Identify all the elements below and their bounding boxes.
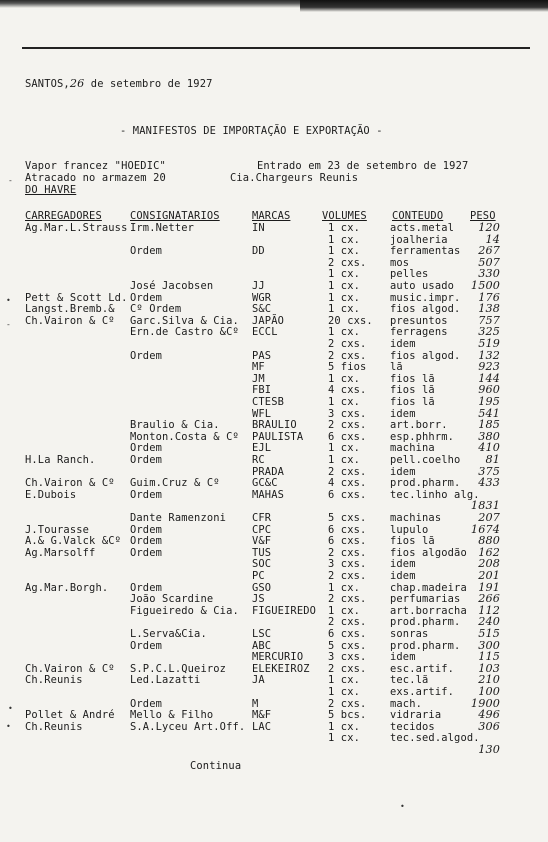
marks-cell: V&F [252, 535, 272, 548]
shipper-cell: Ch.Reunis [25, 674, 83, 687]
marks-cell: JM [252, 372, 265, 385]
weight-cell: 519 [478, 337, 500, 350]
consignee-cell: Led.Lazatti [130, 674, 201, 687]
consignee-cell: Garc.Silva & Cia. [130, 314, 239, 327]
consignee-cell: Ordem [130, 442, 163, 455]
volumes-cell: 20 cxs. [328, 314, 373, 327]
contents-cell: fios algodão [390, 546, 467, 559]
contents-cell: esc.artif. [390, 662, 455, 675]
weight-cell: 330 [478, 267, 500, 281]
contents-cell: music.impr. [390, 291, 461, 304]
date-rest: de setembro de 1927 [90, 78, 213, 90]
weight-cell: 410 [478, 441, 500, 455]
weight-cell: 191 [478, 580, 500, 594]
marks-cell: JAPÃO [252, 314, 285, 327]
marks-cell: MERCURIO [252, 651, 304, 664]
contents-cell: fios lã [390, 396, 435, 408]
header-rule [22, 47, 530, 49]
weight-cell: 375 [478, 464, 500, 478]
volumes-cell: 2 cxs. [328, 338, 367, 350]
volumes-cell: 1 cx. [328, 268, 361, 281]
marks-cell: S&C [252, 303, 272, 316]
marks-cell: EJL [252, 442, 272, 455]
volumes-cell: 2 cxs. [328, 662, 367, 675]
volumes-cell: 2 cxs. [328, 419, 367, 432]
contents-cell: machina [390, 442, 435, 455]
shipper-cell: Ag.Mar.L.Strauss [25, 222, 128, 234]
weight-cell: 240 [478, 615, 500, 629]
contents-cell: auto usado [390, 280, 455, 292]
marks-cell: CTESB [252, 396, 285, 408]
consignee-cell: Dante Ramenzoni [130, 512, 227, 524]
marks-cell: WFL [252, 407, 272, 420]
col-shipper: CARREGADORES [25, 210, 102, 222]
marks-cell: IN [252, 222, 265, 234]
shipper-cell: E.Dubois [25, 488, 77, 501]
marks-cell: ECCL [252, 326, 278, 339]
marks-cell: WGR [252, 291, 272, 304]
volumes-cell: 1 cx. [328, 454, 361, 466]
contents-cell: acts.metal [390, 222, 455, 234]
contents-cell: fios lã [390, 384, 435, 397]
marks-cell: LSC [252, 628, 272, 640]
marks-cell: M [252, 697, 259, 710]
shipper-cell: Ag.Marsolff [25, 546, 96, 559]
consignee-cell: Ordem [130, 523, 163, 536]
consignee-cell: S.P.C.L.Queiroz [130, 662, 227, 675]
volumes-cell: 2 cxs. [328, 349, 367, 362]
weight-cell: 300 [478, 638, 500, 652]
consignee-cell: José Jacobsen [130, 280, 214, 292]
contents-cell: pell.coelho [390, 454, 461, 466]
shipper-cell: Pett & Scott Ld. [25, 291, 128, 304]
consignee-cell: Braulio & Cia. [130, 419, 220, 432]
contents-cell: idem [390, 558, 416, 571]
weight-cell: 306 [478, 719, 500, 733]
marks-cell: CFR [252, 512, 272, 524]
weight-cell: 496 [478, 708, 500, 722]
consignee-cell: Figueiredo & Cia. [130, 604, 239, 617]
continua-label: Continua [190, 760, 242, 772]
marks-cell: ELEKEIROZ [252, 662, 310, 675]
volumes-cell: 2 cxs. [328, 616, 367, 629]
shipper-cell: J.Tourasse [25, 523, 90, 536]
volumes-cell: 6 cxs. [328, 430, 367, 443]
consignee-cell: S.A.Lyceu Art.Off. [130, 720, 246, 733]
contents-cell: vidraria [390, 709, 442, 722]
contents-cell: machinas [390, 512, 442, 524]
contents-cell: chap.madeira [390, 581, 467, 594]
contents-cell: art.borr. [390, 419, 448, 432]
contents-cell: esp.phhrm. [390, 430, 455, 443]
margin-mark: • [400, 802, 405, 811]
volumes-cell: 1 cx. [328, 720, 361, 733]
volumes-cell: 1 cx. [328, 233, 361, 246]
consignee-cell: Ern.de Castro &Cº [130, 326, 239, 339]
volumes-cell: 6 cxs. [328, 523, 367, 536]
consignee-cell: Mello & Filho [130, 709, 214, 722]
shipper-cell: Ch.Reunis [25, 720, 83, 733]
volumes-cell: 4 cxs. [328, 477, 367, 490]
marks-cell: ABC [252, 639, 272, 652]
weight-cell: 960 [478, 383, 500, 397]
shipper-cell: H.La Ranch. [25, 454, 96, 466]
weight-cell: 14 [485, 232, 500, 246]
weight-cell: 112 [478, 603, 500, 617]
volumes-cell: 2 cxs. [328, 546, 367, 559]
contents-cell: prod.pharm. [390, 616, 461, 629]
weight-cell: 1674 [470, 522, 500, 536]
shipper-cell: Langst.Bremb.& [25, 303, 115, 316]
volumes-cell: 2 cxs. [328, 593, 367, 606]
marks-cell: PAS [252, 349, 272, 362]
contents-cell: perfumarias [390, 593, 461, 606]
volumes-cell: 6 cxs. [328, 628, 367, 640]
contents-cell: mos [390, 256, 410, 269]
consignee-cell: Monton.Costa & Cº [130, 430, 239, 443]
contents-cell: art.borracha [390, 604, 467, 617]
volumes-cell: 5 cxs. [328, 512, 367, 524]
weight-cell: 195 [478, 395, 500, 408]
weight-cell: 1900 [470, 696, 500, 710]
volumes-cell: 1 cx. [328, 245, 361, 258]
volumes-cell: 1 cx. [328, 303, 361, 316]
marks-cell: M&F [252, 709, 272, 722]
contents-cell: fios algod. [390, 303, 461, 316]
volumes-cell: 1 cx. [328, 732, 361, 745]
weight-cell: 325 [478, 325, 500, 339]
contents-cell: idem [390, 651, 416, 664]
volumes-cell: 3 cxs. [328, 651, 367, 664]
marks-cell: PRADA [252, 465, 285, 478]
marks-cell: PAULISTA [252, 430, 304, 443]
volumes-cell: 1 cx. [328, 222, 361, 234]
weight-cell: 176 [478, 290, 500, 304]
margin-mark: - [6, 320, 11, 329]
volumes-cell: 3 cxs. [328, 558, 367, 571]
consignee-cell: Ordem [130, 245, 163, 258]
volumes-cell: 1 cx. [328, 581, 361, 594]
margin-mark: • [6, 296, 11, 305]
contents-cell: mach. [390, 697, 423, 710]
shipper-cell: Pollet & André [25, 709, 115, 722]
margin-mark: • [8, 704, 13, 713]
marks-cell: RC [252, 454, 265, 466]
entry-line: Entrado em 23 de setembro de 1927 [257, 160, 469, 172]
weight-cell: 100 [478, 685, 500, 698]
marks-cell: FBI [252, 384, 272, 397]
contents-cell: pelles [390, 268, 429, 281]
marks-cell: CPC [252, 523, 272, 536]
volumes-cell: 1 cx. [328, 280, 361, 292]
margin-mark: • [6, 722, 11, 731]
contents-cell: exs.artif. [390, 686, 455, 698]
weight-cell: 880 [478, 534, 500, 548]
consignee-cell: Cº Ordem [130, 303, 182, 316]
weight-cell: 120 [478, 221, 500, 234]
marks-cell: FIGUEIREDO [252, 604, 317, 617]
weight-cell: 138 [478, 302, 500, 316]
document-title: - MANIFESTOS DE IMPORTAÇÃO E EXPORTAÇÃO - [120, 125, 383, 137]
contents-cell: idem [390, 465, 416, 478]
weight-cell: 208 [478, 557, 500, 571]
weight-cell: 207 [478, 511, 500, 524]
weight-cell: 130 [478, 743, 500, 756]
volumes-cell: 5 bcs. [328, 709, 367, 722]
contents-cell: tec.linho alg. [390, 488, 480, 501]
consignee-cell: L.Serva&Cia. [130, 628, 207, 640]
volumes-cell: 4 cxs. [328, 384, 367, 397]
volumes-cell: 2 cxs. [328, 570, 367, 582]
weight-cell: 132 [478, 348, 500, 362]
contents-cell: tec.sed.algod. [390, 732, 480, 745]
marks-cell: BRAULIO [252, 419, 297, 432]
contents-cell: sonras [390, 628, 429, 640]
weight-cell: 380 [478, 429, 500, 443]
consignee-cell: Ordem [130, 535, 163, 548]
volumes-cell: 1 cx. [328, 674, 361, 687]
contents-cell: tec.lã [390, 674, 429, 687]
volumes-cell: 1 cx. [328, 326, 361, 339]
weight-cell: 144 [478, 371, 500, 385]
consignee-cell: Ordem [130, 546, 163, 559]
weight-cell: 1500 [470, 279, 500, 292]
place-date [25, 78, 213, 90]
weight-cell: 267 [478, 244, 500, 258]
consignee-cell: João Scardine [130, 593, 214, 606]
shipper-cell: Ch.Vairon & Cº [25, 314, 115, 327]
contents-cell: ferragens [390, 326, 448, 339]
weight-cell: 507 [478, 255, 500, 269]
weight-cell: 923 [478, 360, 500, 374]
weight-cell: 103 [478, 661, 500, 675]
marks-cell: MAHAS [252, 488, 285, 501]
col-marks: MARCAS [252, 210, 291, 222]
ship-line: Vapor francez "HOEDIC" [25, 160, 166, 172]
scan-edge-shadow [300, 0, 548, 12]
consignee-cell: Ordem [130, 349, 163, 362]
consignee-cell: Ordem [130, 488, 163, 501]
col-consignee: CONSIGNATARIOS [130, 210, 220, 222]
weight-cell: 757 [478, 313, 500, 327]
volumes-cell: 6 cxs. [328, 488, 367, 501]
weight-cell: 185 [478, 418, 500, 432]
volumes-cell: 6 cxs. [328, 535, 367, 548]
marks-cell: LAC [252, 720, 272, 733]
volumes-cell: 2 cxs. [328, 465, 367, 478]
contents-cell: prod.pharm. [390, 639, 461, 652]
col-contents: CONTEUDO [392, 210, 444, 222]
col-volumes: VOLUMES [322, 210, 367, 222]
volumes-cell: 1 cx. [328, 686, 361, 698]
consignee-cell: Ordem [130, 697, 163, 710]
consignee-cell: Ordem [130, 454, 163, 466]
marks-cell: GSO [252, 581, 272, 594]
shipper-cell: A.& G.Valck &Cº [25, 535, 122, 548]
volumes-cell: 3 cxs. [328, 407, 367, 420]
contents-cell: tecidos [390, 720, 435, 733]
volumes-cell: 1 cx. [328, 291, 361, 304]
volumes-cell: 1 cx. [328, 372, 361, 385]
marks-cell: JJ [252, 280, 265, 292]
consignee-cell: Ordem [130, 291, 163, 304]
contents-cell: lupulo [390, 523, 429, 536]
consignee-cell: Guim.Cruz & Cº [130, 477, 220, 490]
weight-cell: 210 [478, 673, 500, 687]
shipper-cell: Ch.Vairon & Cº [25, 477, 115, 490]
contents-cell: idem [390, 570, 416, 582]
marks-cell: MF [252, 361, 265, 374]
marks-cell: GC&C [252, 477, 278, 490]
company-line: Cia.Chargeurs Reunis [230, 172, 359, 184]
marks-cell: JS [252, 593, 265, 606]
contents-cell: fios lã [390, 372, 435, 385]
contents-cell: fios lã [390, 535, 435, 548]
weight-cell: 201 [478, 569, 500, 582]
volumes-cell: 2 cxs. [328, 697, 367, 710]
contents-cell: presuntos [390, 314, 448, 327]
contents-cell: lã [390, 361, 403, 374]
consignee-cell: Ordem [130, 639, 163, 652]
origin-line: DO HAVRE [25, 184, 77, 196]
volumes-cell: 1 cx. [328, 396, 361, 408]
marks-cell: JA [252, 674, 265, 687]
dock-line: Atracado no armazem 20 [25, 172, 166, 184]
contents-cell: idem [390, 338, 416, 350]
margin-mark: - [8, 176, 13, 185]
consignee-cell: Irm.Netter [130, 222, 195, 234]
marks-cell: DD [252, 245, 265, 258]
weight-cell: 81 [485, 453, 500, 466]
handwritten-day: 26 [69, 77, 85, 90]
contents-cell: joalheria [390, 233, 448, 246]
marks-cell: PC [252, 570, 265, 582]
col-weight: PESO [470, 210, 496, 222]
marks-cell: TUS [252, 546, 272, 559]
contents-cell: idem [390, 407, 416, 420]
weight-cell: 541 [478, 406, 500, 420]
weight-cell: 1831 [470, 499, 500, 513]
contents-cell: fios algod. [390, 349, 461, 362]
volumes-cell: 1 cx. [328, 442, 361, 455]
consignee-cell: Ordem [130, 581, 163, 594]
shipper-cell: Ch.Vairon & Cº [25, 662, 115, 675]
place: SANTOS, [25, 78, 70, 90]
marks-cell: SOC [252, 558, 272, 571]
weight-cell: 266 [478, 592, 500, 606]
volumes-cell: 5 fios [328, 361, 367, 374]
shipper-cell: Ag.Mar.Borgh. [25, 581, 109, 594]
weight-cell: 515 [478, 627, 500, 640]
weight-cell: 162 [478, 545, 500, 559]
contents-cell: ferramentas [390, 245, 461, 258]
volumes-cell: 2 cxs. [328, 256, 367, 269]
volumes-cell: 1 cx. [328, 604, 361, 617]
contents-cell: prod.pharm. [390, 477, 461, 490]
weight-cell: 115 [478, 650, 500, 664]
volumes-cell: 5 cxs. [328, 639, 367, 652]
weight-cell: 433 [478, 476, 500, 490]
